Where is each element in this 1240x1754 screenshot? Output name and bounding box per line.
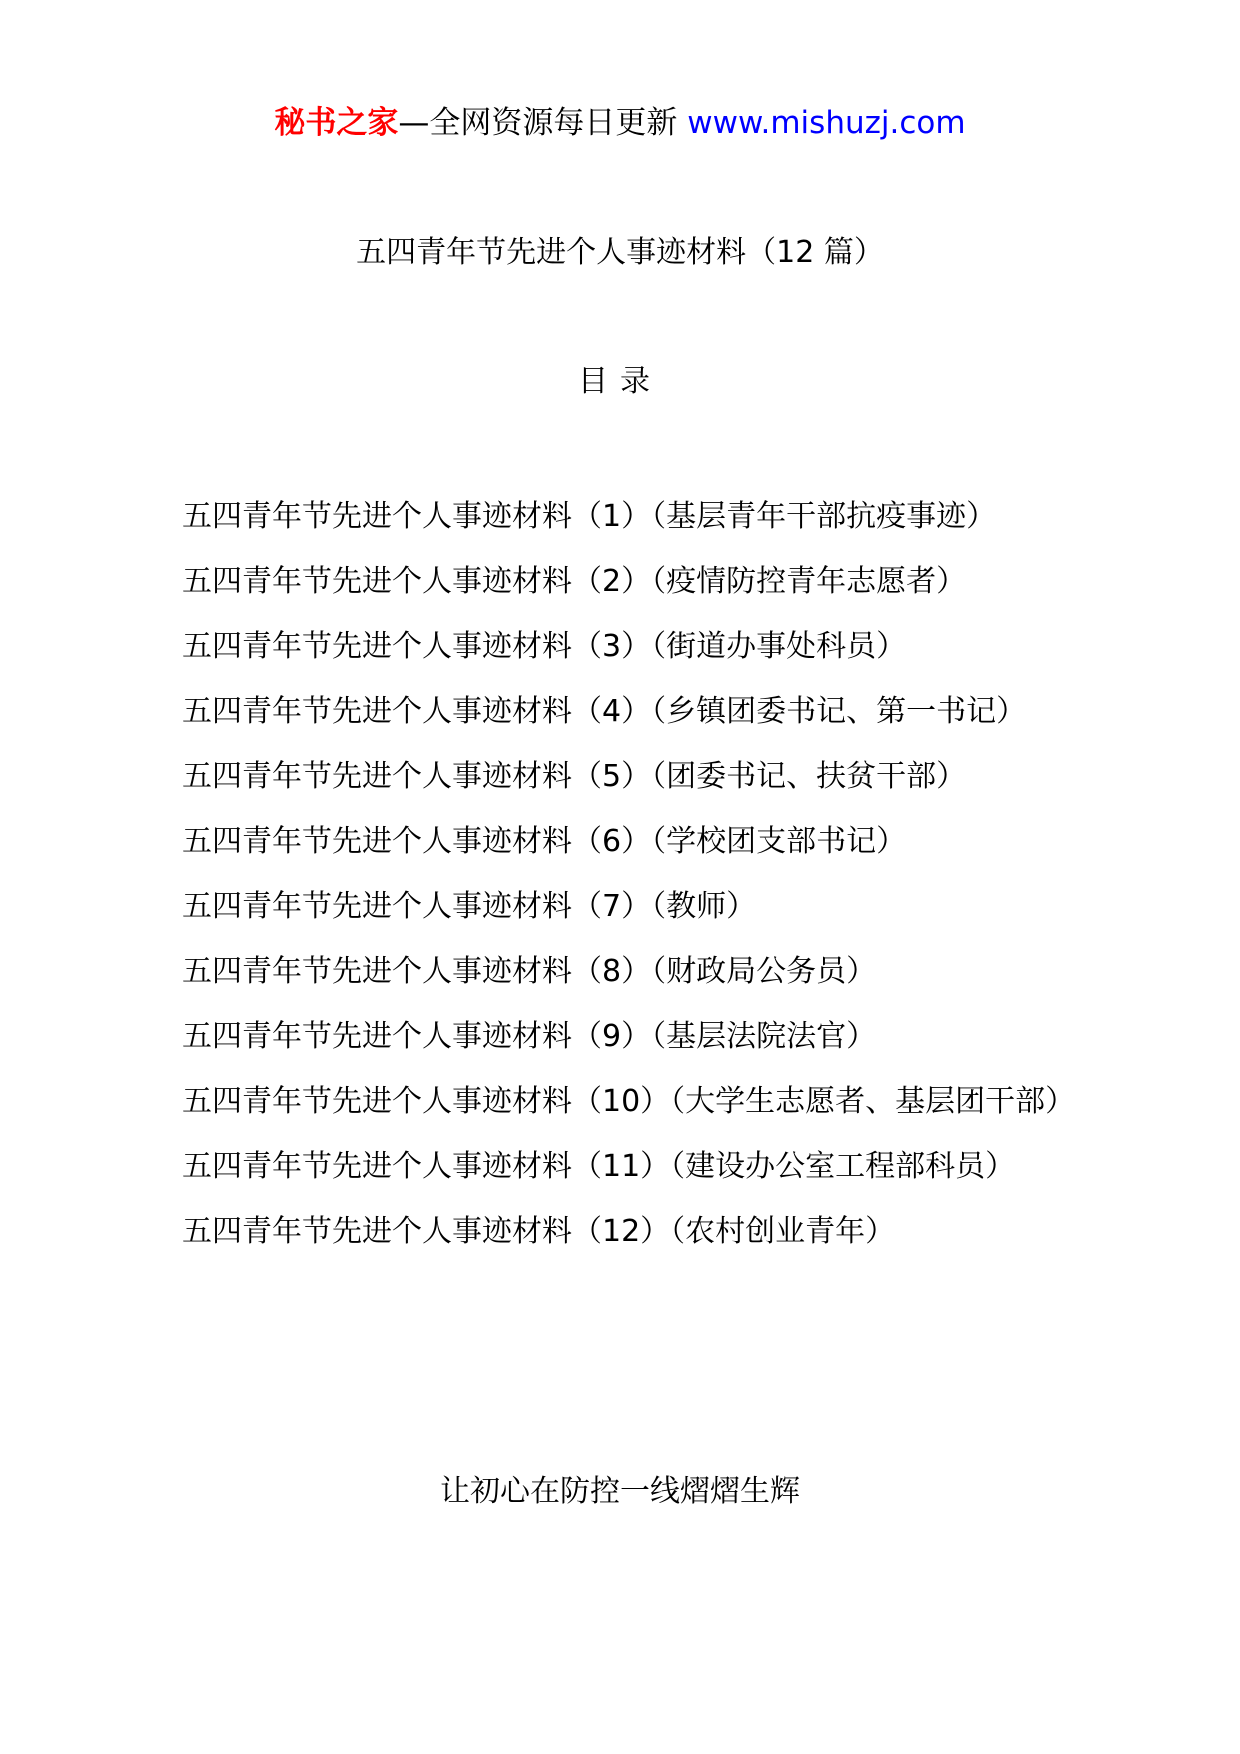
- toc-item-4[interactable]: 五四青年节先进个人事迹材料（4）（乡镇团委书记、第一书记）: [182, 694, 1027, 729]
- toc-item-8[interactable]: 五四青年节先进个人事迹材料（8）（财政局公务员）: [182, 954, 877, 989]
- document-title: 五四青年节先进个人事迹材料（12 篇）: [356, 235, 884, 270]
- section-title: 让初心在防控一线熠熠生辉: [440, 1474, 800, 1509]
- toc-item-7[interactable]: 五四青年节先进个人事迹材料（7）（教师）: [182, 889, 757, 924]
- toc-item-11[interactable]: 五四青年节先进个人事迹材料（11）（建设办公室工程部科员）: [182, 1149, 1016, 1184]
- toc-heading: 目录: [578, 364, 662, 399]
- toc-item-12[interactable]: 五四青年节先进个人事迹材料（12）（农村创业青年）: [182, 1214, 896, 1249]
- site-header: [0, 98, 1240, 148]
- toc-item-2[interactable]: 五四青年节先进个人事迹材料（2）（疫情防控青年志愿者）: [182, 564, 967, 599]
- header-tagline: —全网资源每日更新: [398, 105, 688, 141]
- toc-item-3[interactable]: 五四青年节先进个人事迹材料（3）（街道办事处科员）: [182, 629, 907, 664]
- toc-item-9[interactable]: 五四青年节先进个人事迹材料（9）（基层法院法官）: [182, 1019, 877, 1054]
- brand-name: 秘书之家: [274, 105, 399, 141]
- toc-item-5[interactable]: 五四青年节先进个人事迹材料（5）（团委书记、扶贫干部）: [182, 759, 967, 794]
- table-of-contents: [120, 484, 1130, 1264]
- toc-item-6[interactable]: 五四青年节先进个人事迹材料（6）（学校团支部书记）: [182, 824, 907, 859]
- toc-item-10[interactable]: 五四青年节先进个人事迹材料（10）（大学生志愿者、基层团干部）: [182, 1084, 1076, 1119]
- site-url-link[interactable]: www.mishuzj.com: [687, 105, 966, 141]
- toc-item-1[interactable]: 五四青年节先进个人事迹材料（1）（基层青年干部抗疫事迹）: [182, 499, 997, 534]
